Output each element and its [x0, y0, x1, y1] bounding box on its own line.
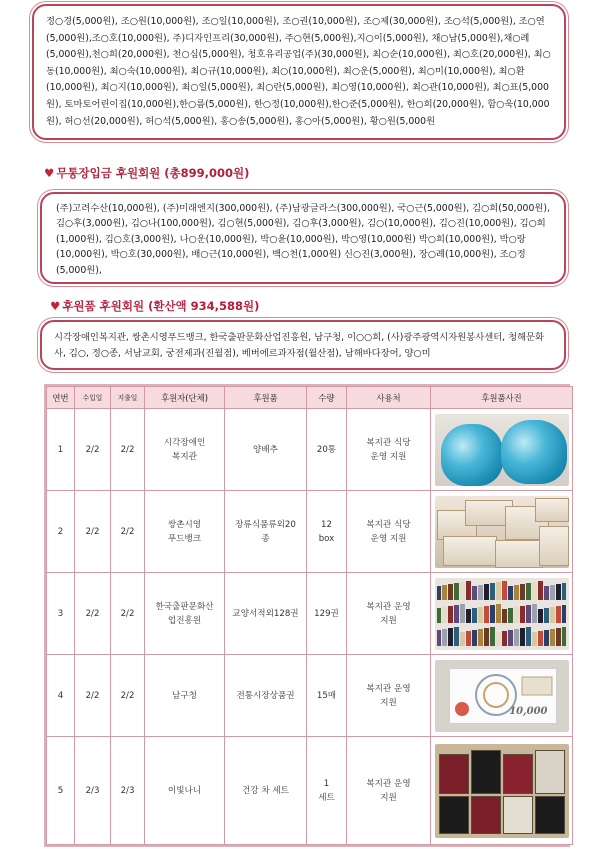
table-row — [47, 491, 573, 573]
row-no: 5 — [47, 737, 75, 845]
table-header-row — [47, 387, 573, 409]
donation-photo — [435, 660, 569, 732]
tea-box-shape — [503, 754, 533, 794]
goods-section-title — [50, 298, 259, 314]
donation-photo — [435, 496, 569, 568]
row-no: 2 — [47, 491, 75, 573]
individual-donors-box — [32, 4, 566, 140]
header-photo: 후원품사진 — [431, 387, 573, 409]
box-shape — [535, 498, 569, 522]
row-item: 장류식품류외20 종 — [225, 491, 307, 573]
row-use: 복지관 식당 운영 지원 — [347, 409, 431, 491]
row-out-date: 2/2 — [111, 409, 145, 491]
row-out-date: 2/2 — [111, 573, 145, 655]
row-in-date: 2/2 — [75, 573, 111, 655]
goods-table — [44, 384, 570, 847]
bag-shape — [501, 420, 567, 484]
row-out-date: 2/3 — [111, 737, 145, 845]
header-out-date: 지출일 — [111, 387, 145, 409]
row-item: 교양서적외128권 — [225, 573, 307, 655]
header-qty: 수량 — [307, 387, 347, 409]
row-item: 건강 차 세트 — [225, 737, 307, 845]
row-donor: 남구청 — [145, 655, 225, 737]
row-photo-cell — [431, 737, 573, 845]
donation-photo — [435, 744, 569, 838]
row-use: 복지관 식당 운영 지원 — [347, 491, 431, 573]
voucher-amount: 10,000 — [509, 705, 548, 717]
row-no: 4 — [47, 655, 75, 737]
deposit-donors-box — [40, 192, 566, 284]
row-in-date: 2/2 — [75, 409, 111, 491]
goods-donors-box — [40, 320, 566, 370]
tea-box-shape — [471, 750, 501, 794]
tea-box-shape — [535, 750, 565, 794]
row-in-date: 2/2 — [75, 491, 111, 573]
row-no: 1 — [47, 409, 75, 491]
table-row — [47, 737, 573, 845]
deposit-donors-list: (주)고려수산(10,000원), (주)미래엔지(300,000원), (주)남광글라스(300,000원), 국○근(5,000원), 김○희(50,000원), 김○후(3,000원), 김○나(100,000원), 김○현(5,000원), 김○후(3,000원), 김○(10,000원), 김○진(10,000원), 김○희(1,000원), 김○호(3,000원), 나○운(10,000원), 박○윤(10,000원), 박○영(10,000원) 박○희(10,000원), 박○랑(10,000원), 박○호(30,000원), 배○근(10,000원), 백○천(1,000원) 신○진(3,000원), 장○례(10,000원), 조○정(5,000원), — [56, 203, 550, 276]
row-use: 복지관 운영 지원 — [347, 573, 431, 655]
tea-box-shape — [503, 796, 533, 834]
row-donor: 한국출판문화산 업진흥원 — [145, 573, 225, 655]
row-photo-cell — [431, 655, 573, 737]
header-in-date: 수입일 — [75, 387, 111, 409]
row-in-date: 2/2 — [75, 655, 111, 737]
goods-title-text: 후원품 후원회원 (환산액 934,588원) — [62, 299, 260, 313]
tea-box-shape — [535, 796, 565, 834]
row-qty: 1 세트 — [307, 737, 347, 845]
donation-photo — [435, 414, 569, 486]
bag-shape — [441, 424, 503, 486]
row-photo-cell — [431, 409, 573, 491]
voucher-card — [449, 668, 557, 724]
tea-box-shape — [439, 754, 469, 794]
row-qty: 129권 — [307, 573, 347, 655]
row-item: 양배추 — [225, 409, 307, 491]
shelf-row — [437, 581, 567, 600]
row-donor: 시각장애인 복지관 — [145, 409, 225, 491]
tea-box-shape — [439, 796, 469, 834]
row-qty: 15매 — [307, 655, 347, 737]
row-photo-cell — [431, 573, 573, 655]
shelf-row — [437, 604, 567, 623]
box-shape — [443, 536, 497, 566]
row-in-date: 2/3 — [75, 737, 111, 845]
box-shape — [539, 526, 569, 566]
shelf-row — [437, 627, 567, 646]
row-donor: 이빛나니 — [145, 737, 225, 845]
table-row — [47, 655, 573, 737]
row-item: 전통시장상품권 — [225, 655, 307, 737]
row-qty: 12 box — [307, 491, 347, 573]
header-use: 사용처 — [347, 387, 431, 409]
row-no: 3 — [47, 573, 75, 655]
deposit-section-title — [44, 165, 249, 181]
goods-donors-list: 시각장애인복지관, 쌍촌시영푸드뱅크, 한국출판문화산업진흥원, 남구청, 이○○희, (사)광주광역시자원봉사센터, 청해문화사, 김○, 정○종, 서남교회, 궁전제과(진월점), 베버에르과자점(월산점), 남해바다장어, 양○미 — [54, 332, 545, 359]
row-out-date: 2/2 — [111, 491, 145, 573]
header-donor: 후원자(단체) — [145, 387, 225, 409]
row-out-date: 2/2 — [111, 655, 145, 737]
header-no: 연번 — [47, 387, 75, 409]
row-donor: 쌍촌시영 푸드뱅크 — [145, 491, 225, 573]
header-item: 후원품 — [225, 387, 307, 409]
heart-icon: ♥ — [44, 166, 55, 180]
row-use: 복지관 운영 지원 — [347, 737, 431, 845]
row-use: 복지관 운영 지원 — [347, 655, 431, 737]
table-row — [47, 573, 573, 655]
row-photo-cell — [431, 491, 573, 573]
deposit-title-text: 무통장입금 후원회원 (총899,000원) — [56, 166, 250, 180]
table-row — [47, 409, 573, 491]
individual-donors-list: 정○경(5,000원), 조○원(10,000원), 조○일(10,000원), 조○권(10,000원), 조○제(30,000원), 조○석(5,000원), 조○연(5,000원),조○호(10,000원), 주)디자인프리(30,000원), 주○현(5,000원),지○이(5,000원), 채○남(5,000원),채○례(5,000원),천○희(20,000원), 천○심(5,000원), 청호유리공업(주)(30,000원), 최○순(10,000원), 최○호(20,000원), 최○동(10,000원), 최○숙(10,000원), 최○규(10,000원), 최○(10,000원), 최○운(5,000원), 최○미(10,000원), 최○환(10,000원), 최○지(10,000원), 최○일(5,000원), 최○란(5,000원), 최○영(10,000원), 최○관(10,000원), 최○표(5,000원), 토마토어린이집(10,000원),한○름(5,000원), 한○정(10,000원),한○준(5,000원), 한○희(20,000원), 함○욱(10,000원), 허○선(20,000원), 허○석(5,000원), 홍○송(5,000원), 홍○아(5,000원), 황○원(5,000원 — [46, 16, 551, 127]
heart-icon: ♥ — [50, 299, 61, 313]
tea-box-shape — [471, 796, 501, 834]
box-shape — [495, 540, 543, 568]
donation-photo — [435, 578, 569, 650]
row-qty: 20통 — [307, 409, 347, 491]
